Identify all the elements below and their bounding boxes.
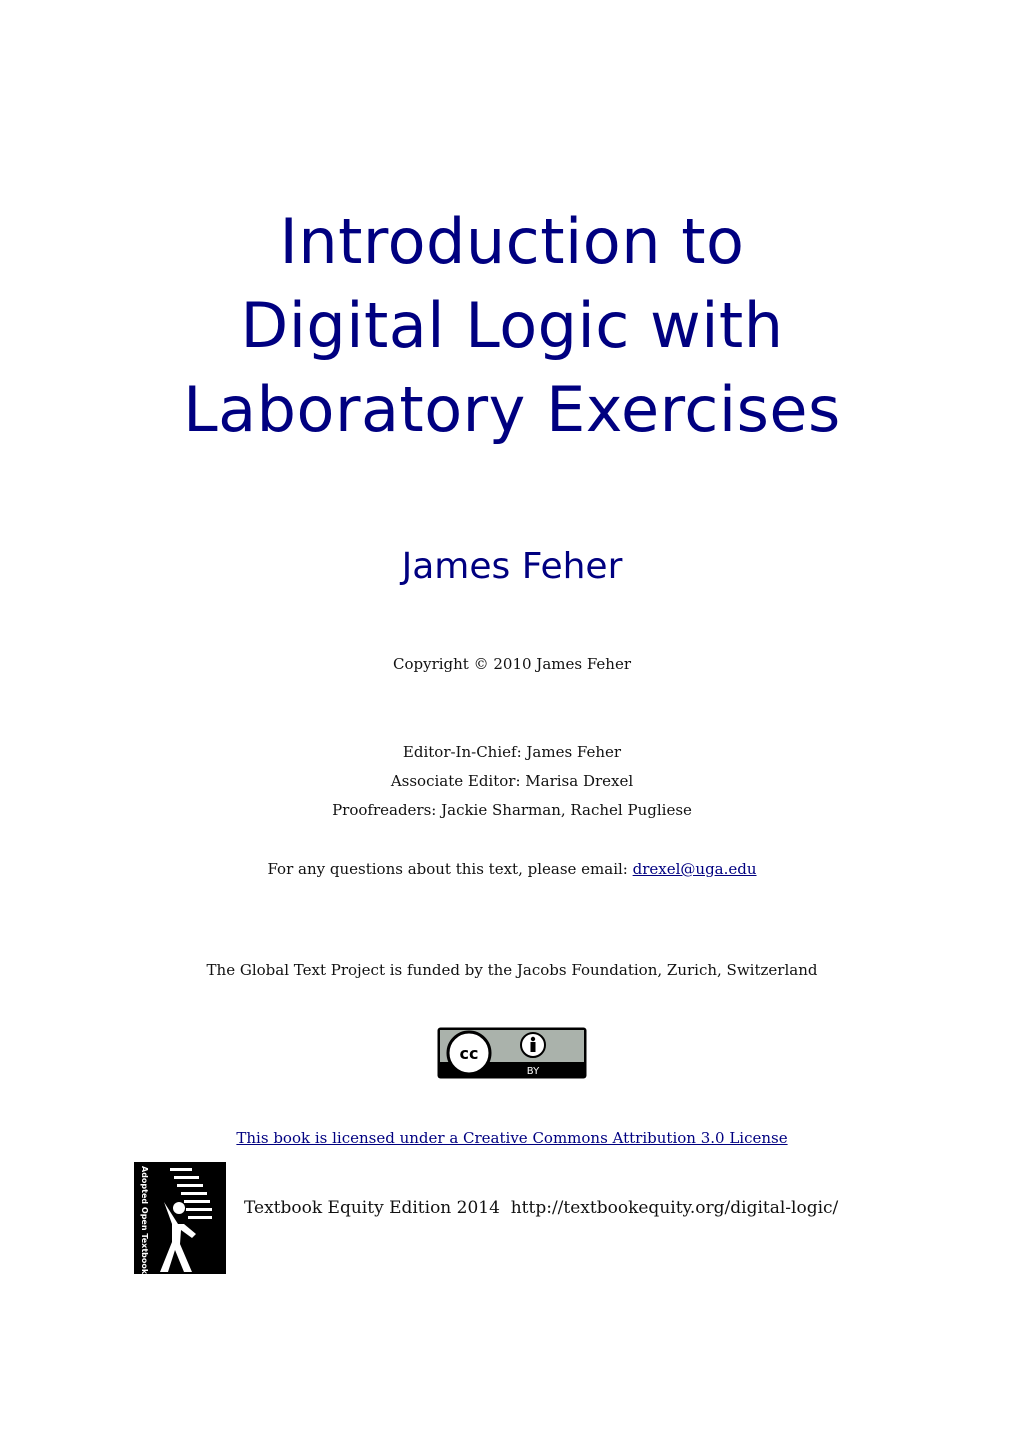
contact-text: For any questions about this text, please email: — [267, 860, 633, 878]
contact-line — [0, 859, 1024, 879]
copyright-notice: Copyright © 2010 James Feher — [392, 655, 631, 673]
title-line-3: Laboratory Exercises — [183, 373, 841, 446]
edition-text: Textbook Equity Edition 2014 — [244, 1198, 500, 1218]
svg-text:Adopted Open Textbooks: Adopted Open Textbooks — [140, 1166, 149, 1274]
svg-text:cc: cc — [459, 1044, 479, 1063]
creative-commons-by-icon[interactable] — [437, 1027, 587, 1079]
license-link[interactable]: This book is licensed under a Creative Commons Attribution 3.0 License — [236, 1129, 788, 1147]
edition-line — [244, 1197, 838, 1219]
title-line-1: Introduction to — [279, 205, 745, 278]
proofreaders: Proofreaders: Jackie Sharman, Rachel Pugliese — [332, 801, 692, 819]
edition-url: http://textbookequity.org/digital-logic/ — [510, 1198, 839, 1218]
license-line — [0, 1128, 1024, 1148]
editor-in-chief: Editor-In-Chief: James Feher — [402, 743, 622, 761]
adopted-open-textbooks-logo — [134, 1162, 226, 1274]
author-name: James Feher — [401, 546, 623, 587]
contact-email-link[interactable]: drexel@uga.edu — [632, 860, 757, 878]
associate-editor: Associate Editor: Marisa Drexel — [390, 772, 634, 790]
book-title — [0, 200, 1024, 452]
title-line-2: Digital Logic with — [240, 289, 784, 362]
funding-notice: The Global Text Project is funded by the Jacobs Foundation, Zurich, Switzerland — [206, 961, 818, 979]
cc-by-label: BY — [526, 1066, 540, 1077]
